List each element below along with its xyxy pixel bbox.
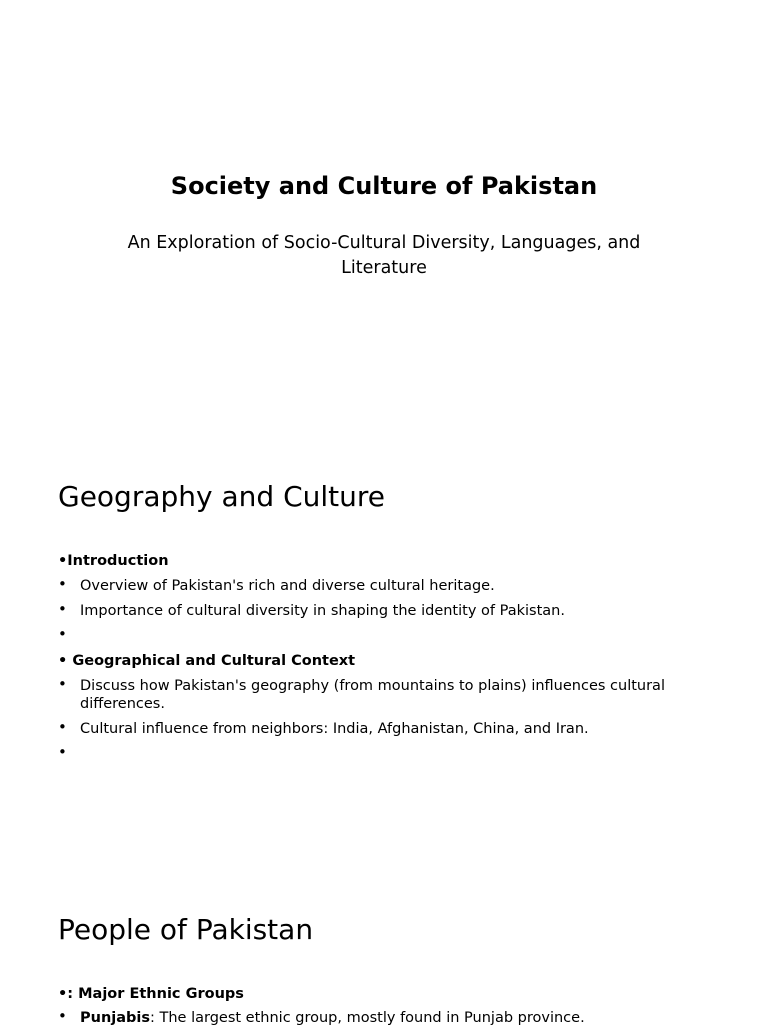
list-item [58,677,698,713]
section-label-introduction [58,552,169,570]
list-item-text: Importance of cultural diversity in shaping the identity of Pakistan. [80,603,565,619]
list-item [58,577,698,595]
list-item-text [80,1009,698,1027]
bullet-marker: • [58,1007,67,1025]
section-label-text: Geographical and Cultural Context [72,653,356,669]
slide-subtitle: An Exploration of Socio-Cultural Diversity, Languages, and Literature [127,233,641,278]
bullet-marker: • [58,986,68,1002]
list-item-text: Cultural influence from neighbors: India, Afghanistan, China, and Iran. [80,721,589,737]
list-item [58,602,698,620]
bullet-marker: • [58,718,67,736]
section-heading-geography: Geography and Culture [58,480,385,513]
bullet-marker: • [58,743,67,761]
ethnic-group-name: Punjabis [80,1010,151,1026]
section-label-text: Introduction [67,553,169,569]
bullet-marker: • [58,600,67,618]
section-label-ethnic-groups [58,985,244,1003]
ethnic-group-description: : The largest ethnic group, mostly found in Punjab province. [150,1010,585,1026]
bullet-marker: • [58,625,67,643]
bullet-marker: • [58,675,67,693]
slide-title: Society and Culture of Pakistan [170,172,598,200]
list-item [58,720,698,738]
bullet-marker: • [58,575,67,593]
list-item [58,1009,698,1027]
bullet-marker: • [58,653,73,669]
bullet-marker: • [58,553,68,569]
list-item-text: Discuss how Pakistan's geography (from mountains to plains) influences cultural differences. [80,678,665,712]
list-item-text: Overview of Pakistan's rich and diverse cultural heritage. [80,578,495,594]
section-label-geographical-context [58,652,355,670]
section-label-text: : Major Ethnic Groups [67,986,244,1002]
section-heading-people: People of Pakistan [58,913,314,946]
